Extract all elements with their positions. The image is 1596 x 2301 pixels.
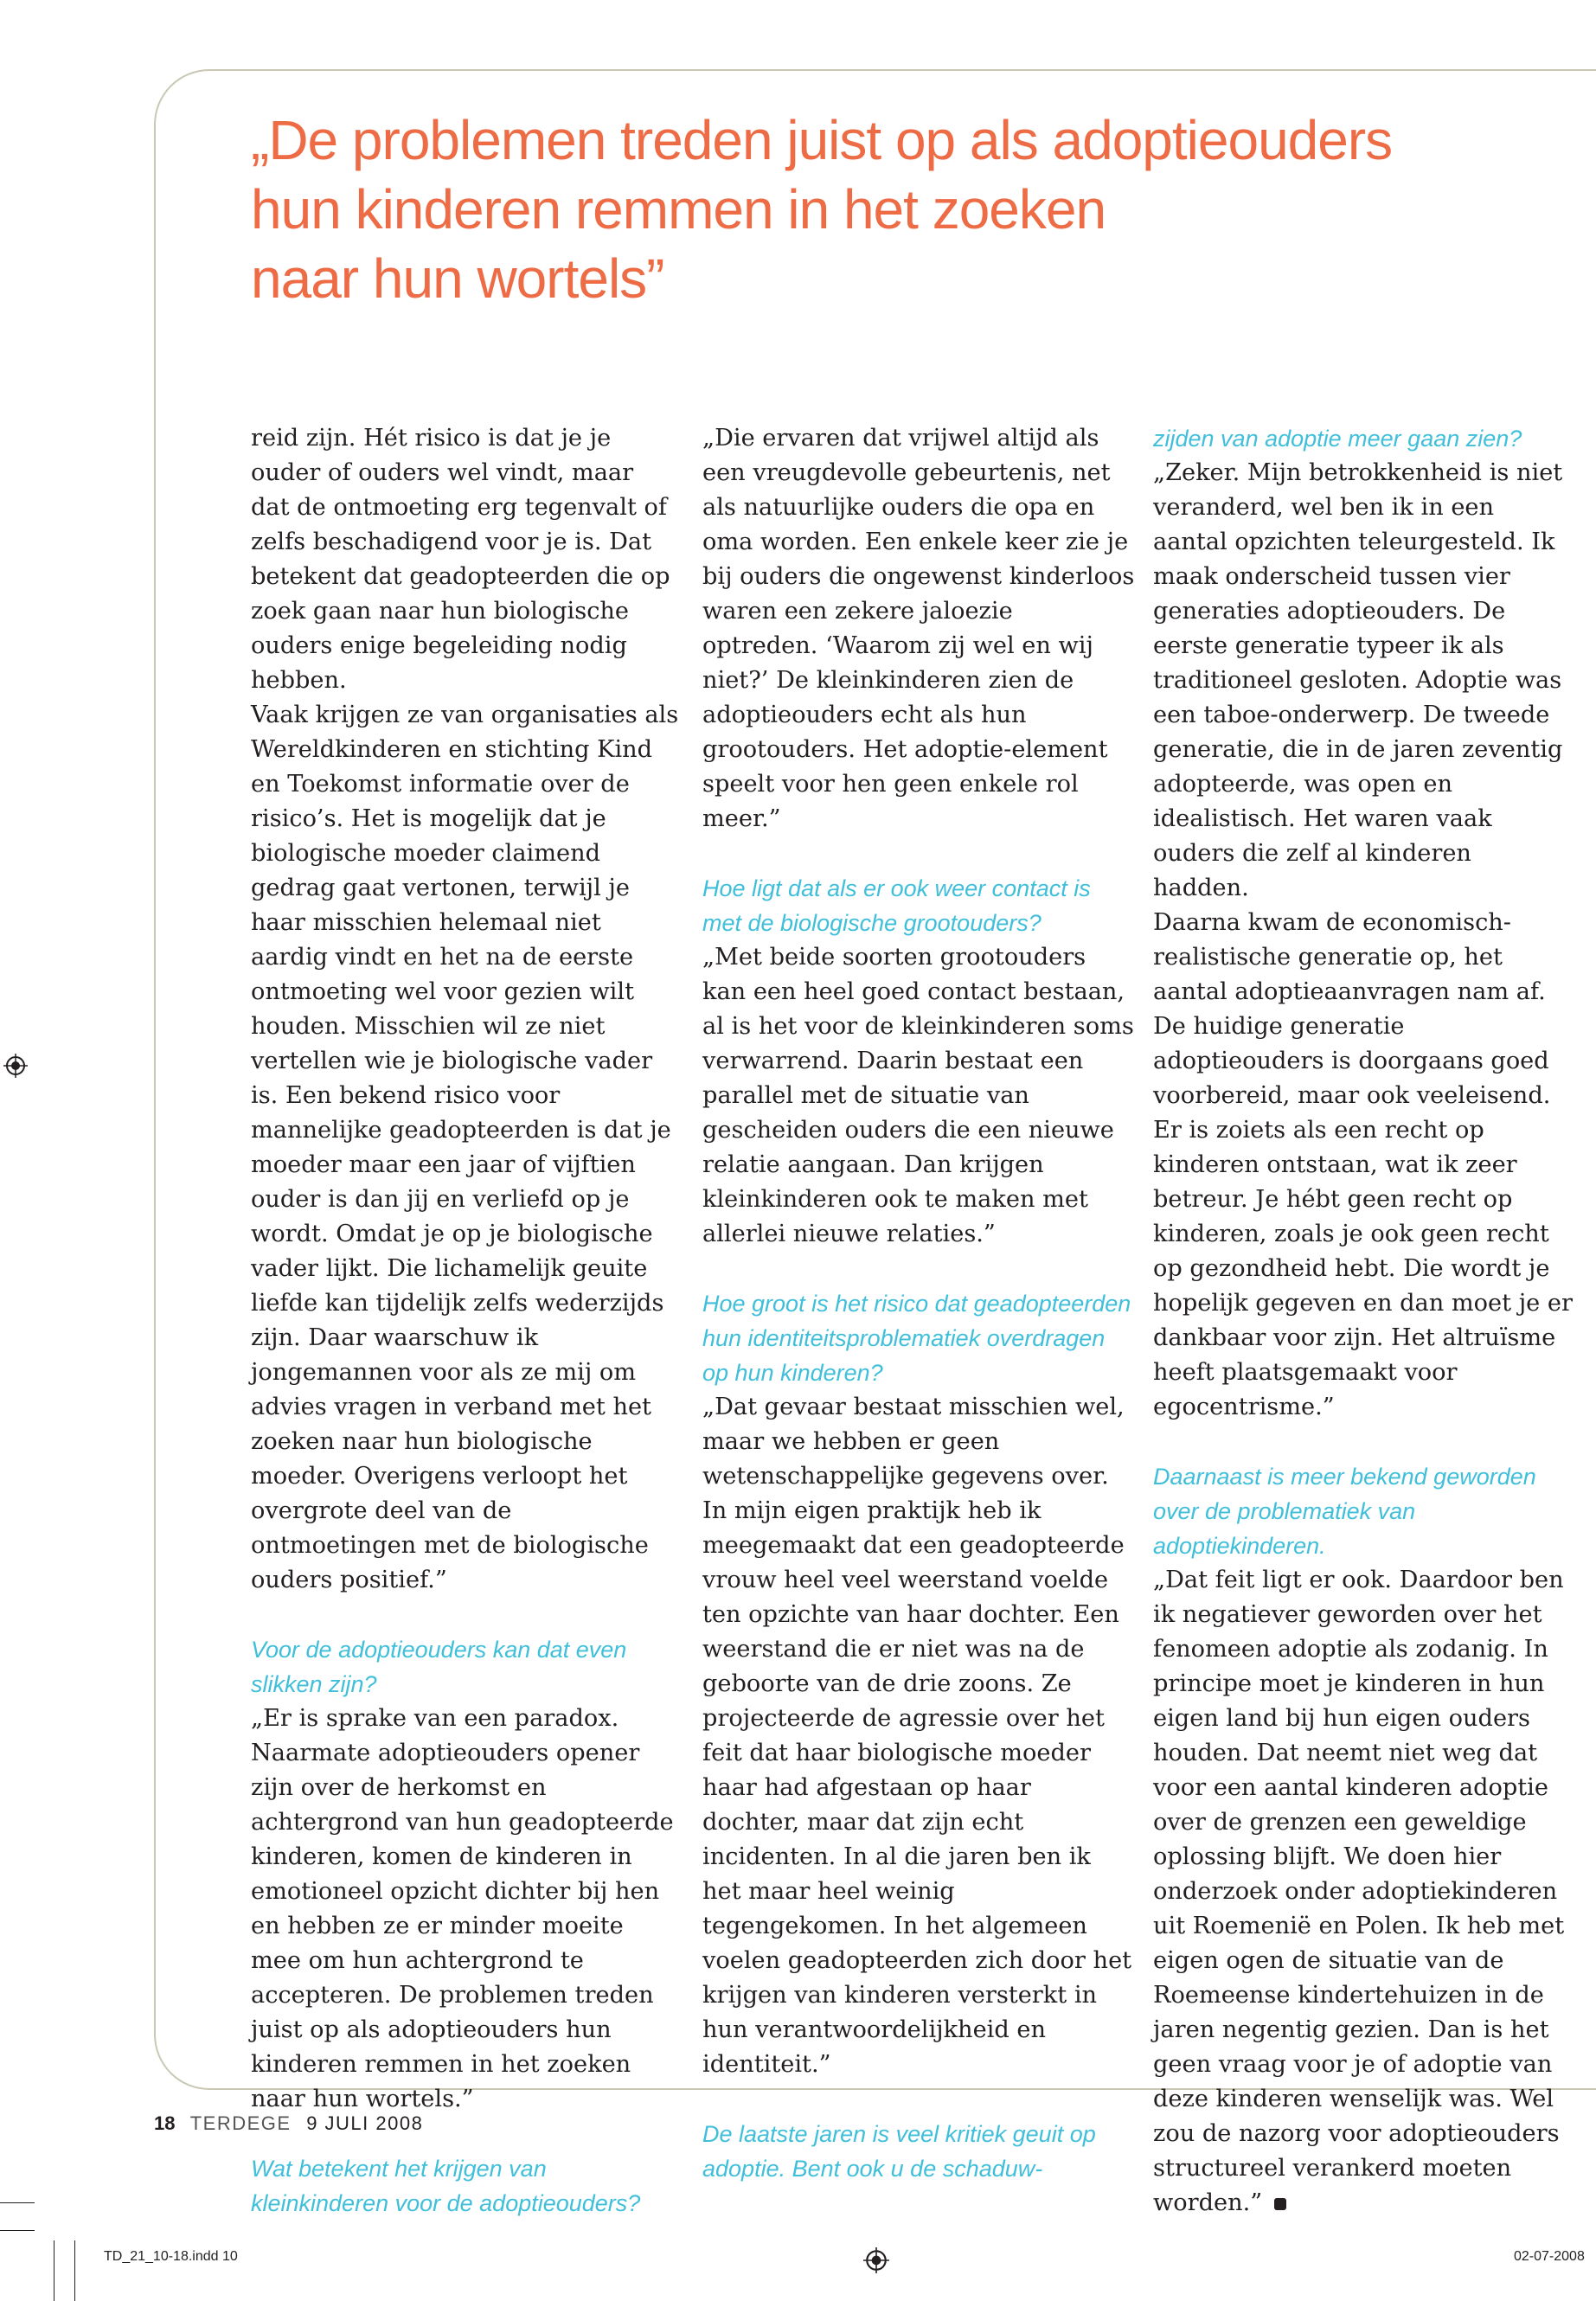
slug-filename: TD_21_10-18.indd 10: [104, 2249, 238, 2264]
end-mark-icon: [1274, 2198, 1286, 2210]
slug-date: 02-07-2008: [1514, 2249, 1585, 2264]
interview-question: zijden van adoptie meer gaan zien?: [1153, 426, 1522, 452]
body-paragraph: „Er is sprake van een paradox. Naarmate adoptieouders opener zijn over de herkomst en achtergrond van hun geadopteerde kinderen, komen de kinderen in emotioneel opzicht dichter bij hen en hebben ze er minder moeite mee om hun achtergrond te accepteren. De problemen treden juist op als adoptieouders hun kinderen remmen in het zoeken naar hun wortels.”: [251, 1705, 674, 2112]
text-column-2: [702, 421, 1135, 2186]
text-column-1: [251, 421, 679, 2221]
page-number: 18: [154, 2112, 176, 2134]
registration-mark-icon: [3, 1054, 28, 1078]
publication-name: TERDEGE: [189, 2112, 292, 2134]
pull-quote-line: hun kinderen remmen in het zoeken: [251, 178, 1106, 240]
pull-quote-line: naar hun wortels”: [251, 247, 664, 310]
body-paragraph: „Zeker. Mijn betrokkenheid is niet veranderd, wel ben ik in een aantal opzichten teleurgesteld. Ik maak onderscheid tussen vier generaties adoptieouders. De eerste generatie typeer ik als traditioneel gesloten. Adoptie was een taboe-onderwerp. De tweede generatie, die in de jaren zeventig adopteerde, was open en idealistisch. Het waren vaak ouders die zelf al kinderen hadden.: [1153, 459, 1563, 901]
interview-question: De laatste jaren is veel kritiek geuit op adoptie. Bent ook u de schaduw-: [702, 2121, 1096, 2182]
pull-quote-line: „De problemen treden juist op als adoptieouders: [251, 109, 1393, 171]
body-paragraph: „Dat gevaar bestaat misschien wel, maar we hebben er geen wetenschappelijke gegevens over. In mijn eigen praktijk heb ik meegemaakt dat een geadopteerde vrouw heel veel weerstand voelde ten opzichte van haar dochter. Een weerstand die er niet was na de geboorte van de drie zoons. Ze projecteerde de agressie over het feit dat haar biologische moeder haar had afgestaan op haar dochter, maar dat zijn echt incidenten. In al die jaren ben ik het maar heel weinig tegengekomen. In het algemeen voelen geadopteerden zich door het krijgen van kinderen versterkt in hun verantwoordelijkheid en identiteit.”: [702, 1394, 1132, 2078]
interview-question: Daarnaast is meer bekend geworden over de problematiek van adoptiekinderen.: [1153, 1464, 1536, 1559]
text-column-3: [1153, 421, 1573, 2221]
registration-mark-icon: [863, 2247, 889, 2273]
page-footer: [154, 2112, 423, 2135]
body-paragraph: Daarna kwam de economisch-realistische generatie op, het aantal adoptieaanvragen nam af. De huidige generatie adoptieouders is doorgaans goed voorbereid, maar ook veeleisend. Er is zoiets als een recht op kinderen ontstaan, wat ik zeer betreur. Je hébt geen recht op kinderen, zoals je ook geen recht op gezondheid hebt. Die wordt je hopelijk gegeven en dan moet je er dankbaar voor zijn. Het altruïsme heeft plaatsgemaakt voor egocentrisme.”: [1153, 909, 1573, 1420]
crop-mark: [0, 2230, 35, 2231]
body-paragraph: „Die ervaren dat vrijwel altijd als een vreugdevolle gebeurtenis, net als natuurlijke ouders die opa en oma worden. Een enkele keer zie je bij ouders die ongewenst kinderloos waren een zekere jaloezie optreden. ‘Waarom zij wel en wij niet?’ De kleinkinderen zien de adoptieouders echt als hun grootouders. Het adoptie-element speelt voor hen geen enkele rol meer.”: [702, 425, 1135, 832]
interview-question: Voor de adoptieouders kan dat even slikken zijn?: [251, 1637, 627, 1697]
body-paragraph: „Met beide soorten grootouders kan een heel goed contact bestaan, al is het voor de kleinkinderen soms verwarrend. Daarin bestaat een parallel met de situatie van gescheiden ouders die een nieuwe relatie aangaan. Dan krijgen kleinkinderen ook te maken met allerlei nieuwe relaties.”: [702, 944, 1134, 1247]
interview-question: Hoe groot is het risico dat geadopteerden hun identiteitsproblematiek overdragen op hun kinderen?: [702, 1291, 1131, 1386]
closing-paragraph-text: „Dat feit ligt er ook. Daardoor ben ik negatiever geworden over het fenomeen adoptie als zodanig. In principe moet je kinderen in hun eigen land bij hun eigen ouders houden. Dat neemt niet weg dat voor een aantal kinderen adoptie over de grenzen een geweldige oplossing blijft. We doen hier onderzoek onder adoptiekinderen uit Roemenië en Polen. Ik heb met eigen ogen de situatie van de Roemeense kindertehuizen in de jaren negentig gezien. Dan is het geen vraag voor je of adoptie van deze kinderen wenselijk was. Wel zou de nazorg voor adoptieouders structureel verankerd moeten worden.”: [1153, 1567, 1565, 2216]
interview-question: Wat betekent het krijgen van kleinkinderen voor de adoptieouders?: [251, 2156, 641, 2216]
body-paragraph: Vaak krijgen ze van organisaties als Wereldkinderen en stichting Kind en Toekomst informatie over de risico’s. Het is mogelijk dat je biologische moeder claimend gedrag gaat vertonen, terwijl je haar misschien helemaal niet aardig vindt en het na de eerste ontmoeting wel voor gezien wilt houden. Misschien wil ze niet vertellen wie je biologische vader is. Een bekend risico voor mannelijke geadopteerden is dat je moeder maar een jaar of vijftien ouder is dan jij en verliefd op je wordt. Omdat je op je biologische vader lijkt. Die lichamelijk geuite liefde kan tijdelijk zelfs wederzijds zijn. Daar waarschuw ik jongemannen voor als ze mij om advies vragen in verband met het zoeken naar hun biologische moeder. Overigens verloopt het overgrote deel van de ontmoetingen met de biologische ouders positief.”: [251, 702, 679, 1593]
pull-quote: [251, 106, 1462, 313]
issue-date: 9 JULI 2008: [306, 2112, 424, 2134]
interview-question: Hoe ligt dat als er ook weer contact is met de biologische grootouders?: [702, 875, 1091, 936]
body-paragraph: reid zijn. Hét risico is dat je je ouder of ouders wel vindt, maar dat de ontmoeting erg tegenvalt of zelfs beschadigend voor je is. Dat betekent dat geadopteerden die op zoek gaan naar hun biologische ouders enige begeleiding nodig hebben.: [251, 425, 670, 694]
crop-mark: [0, 2202, 35, 2203]
body-paragraph: [1153, 1563, 1573, 2221]
crop-mark: [74, 2240, 75, 2301]
